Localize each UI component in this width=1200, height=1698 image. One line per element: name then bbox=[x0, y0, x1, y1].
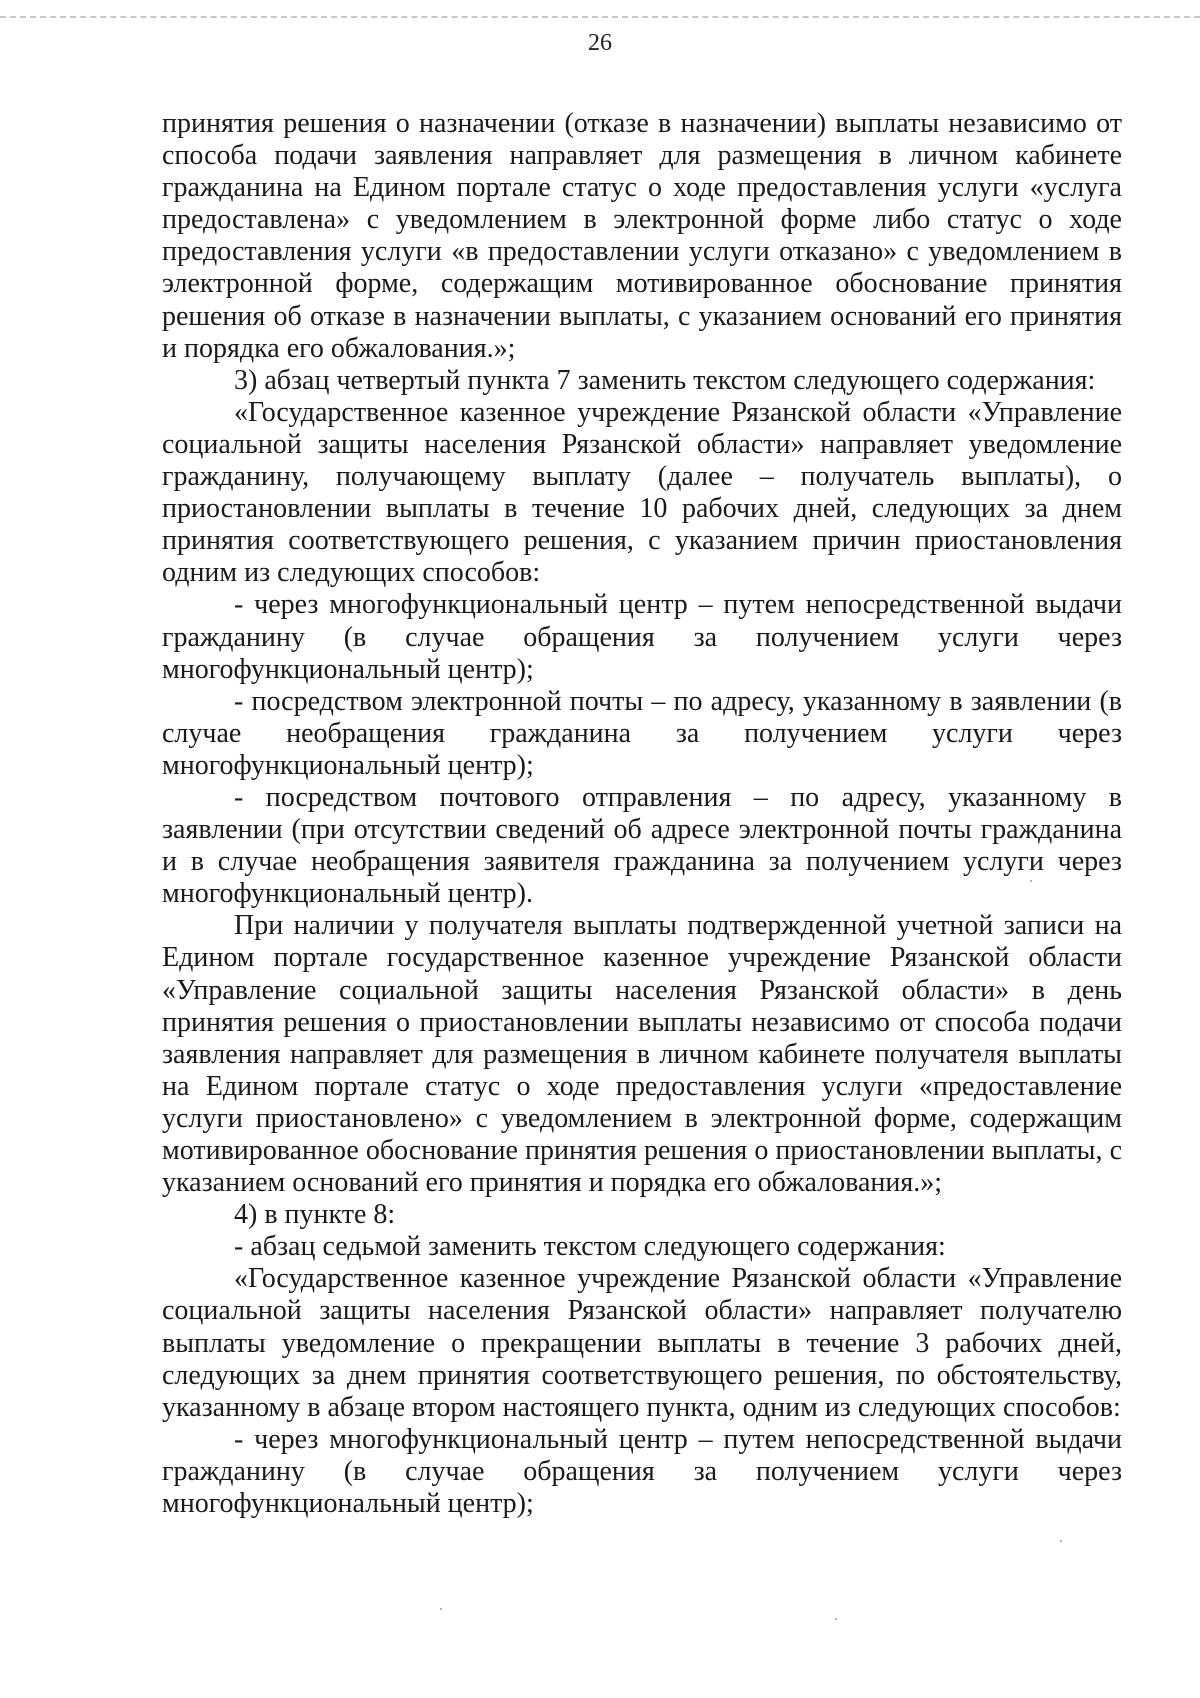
document-body bbox=[162, 108, 1122, 1520]
paragraph-method-post: - посредством почтового отправления – по адресу, указанному в заявлении (при отсутствии сведений об адресе электронной почты гражданина и в случае необращения заявителя гражданина за получением услуги через многофункциональный центр). bbox=[162, 781, 1122, 910]
paragraph-portal-status: При наличии у получателя выплаты подтвержденной учетной записи на Едином портале государственное казенное учреждение Рязанской области «Управление социальной защиты населения Рязанской области» в день принятия решения о приостановлении выплаты независимо от способа подачи заявления направляет для размещения в личном кабинете получателя выплаты на Едином портале статус о ходе предоставления услуги «предоставление услуги приостановлено» с уведомлением в электронной форме, содержащим мотивированное обоснование принятия решения о приостановлении выплаты, с указанием оснований его принятия и порядка его обжалования.»; bbox=[162, 910, 1122, 1199]
paragraph-item-4: 4) в пункте 8: bbox=[234, 1199, 396, 1231]
scan-speck bbox=[835, 1618, 837, 1620]
scan-speck bbox=[440, 1608, 442, 1610]
paragraph-quoted-notice-termination: «Государственное казенное учреждение Рязанской области «Управление социальной защиты населения Рязанской области» направляет получателю выплаты уведомление о прекращении выплаты в течение 3 рабочих дней, следующих за днем принятия соответствующего решения, по обстоятельству, указанному в абзаце втором настоящего пункта, одним из следующих способов: bbox=[162, 1263, 1122, 1423]
scan-speck bbox=[1060, 1540, 1062, 1542]
scan-edge-line bbox=[0, 16, 1200, 18]
paragraph-method-email: - посредством электронной почты – по адресу, указанному в заявлении (в случае необращения гражданина за получением услуги через многофункциональный центр); bbox=[162, 685, 1122, 781]
scan-speck bbox=[1030, 880, 1032, 882]
paragraph-method-mfc: - через многофункциональный центр – путем непосредственной выдачи гражданину (в случае обращения за получением услуги через многофункциональный центр); bbox=[162, 589, 1122, 685]
paragraph-continuation: принятия решения о назначении (отказе в назначении) выплаты независимо от способа подачи заявления направляет для размещения в личном кабинете гражданина на Едином портале статус о ходе предоставления услуги «услуга предоставлена» с уведомлением в электронной форме либо статус о ходе предоставления услуги «в предоставлении услуги отказано» с уведомлением в электронной форме, содержащим мотивированное обоснование принятия решения об отказе в назначении выплаты, с указанием оснований его принятия и порядка его обжалования.»; bbox=[162, 108, 1122, 364]
paragraph-quoted-notice-suspension: «Государственное казенное учреждение Рязанской области «Управление социальной защиты населения Рязанской области» направляет уведомление гражданину, получающему выплату (далее – получатель выплаты), о приостановлении выплаты в течение 10 рабочих дней, следующих за днем принятия соответствующего решения, с указанием причин приостановления одним из следующих способов: bbox=[162, 396, 1122, 589]
paragraph-item-3: 3) абзац четвертый пункта 7 заменить текстом следующего содержания: bbox=[234, 364, 1096, 396]
page-number: 26 bbox=[588, 30, 612, 56]
paragraph-seventh-abzac: - абзац седьмой заменить текстом следующего содержания: bbox=[234, 1231, 946, 1263]
paragraph-method-mfc-termination: - через многофункциональный центр – путем непосредственной выдачи гражданину (в случае обращения за получением услуги через многофункциональный центр); bbox=[162, 1423, 1122, 1520]
